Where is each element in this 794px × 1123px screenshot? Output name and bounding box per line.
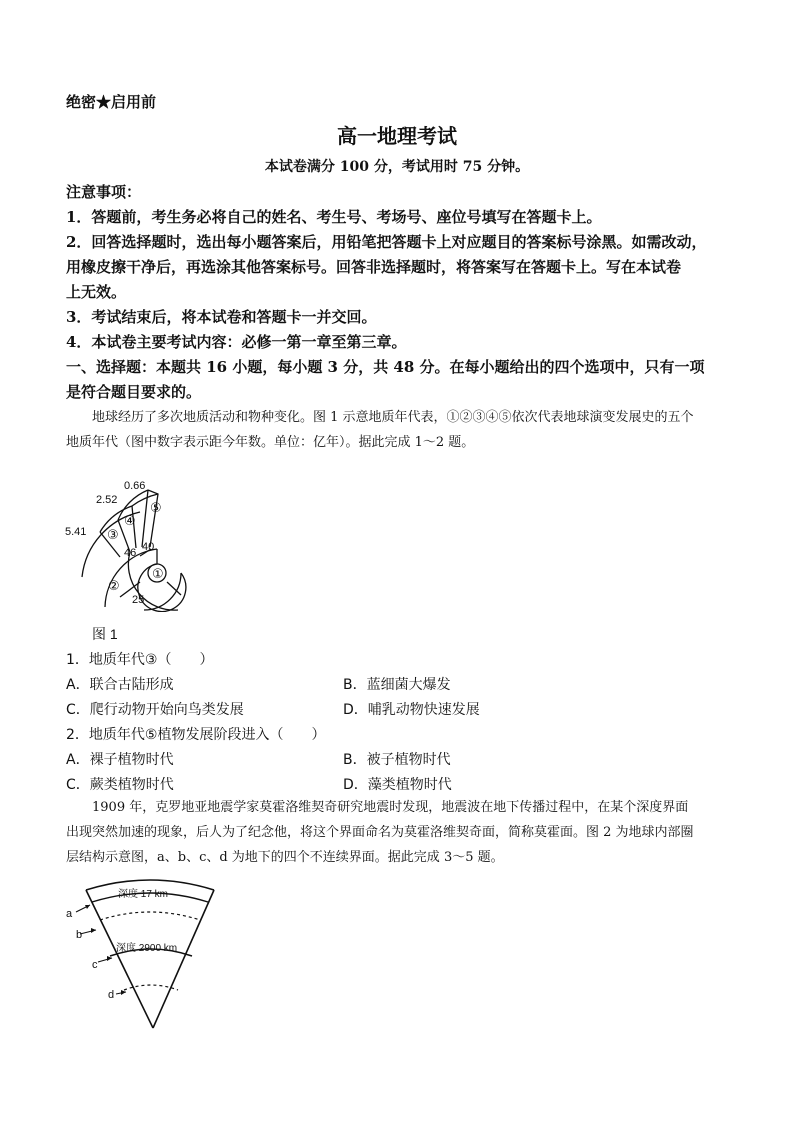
interface-d-label: d <box>108 989 115 1001</box>
q1-option-a[interactable]: A．联合古陆形成 <box>66 677 174 693</box>
section-heading: 一、选择题：本题共 16 小题，每小题 3 分，共 48 分。在每小题给出的四个选项中，只有一项 <box>66 358 705 376</box>
interface-a-label: a <box>66 908 73 920</box>
q1-option-d[interactable]: D．哺乳动物快速发展 <box>343 702 480 718</box>
question-2-stem: 2．地质年代⑤植物发展阶段进入（ ） <box>66 727 326 743</box>
q1-option-c[interactable]: C．爬行动物开始向鸟类发展 <box>66 702 244 718</box>
question-1-stem: 1．地质年代③（ ） <box>66 652 214 668</box>
earth-interior-diagram <box>62 872 232 1032</box>
note-line: 2．回答选择题时，选出每小题答案后，用铅笔把答题卡上对应题目的答案标号涂黑。如需改动， <box>66 233 707 251</box>
era-3-label: ③ <box>107 527 119 542</box>
geologic-time-diagram <box>60 472 190 612</box>
figure1-caption: 图 1 <box>92 626 118 642</box>
note-line: 4．本试卷主要考试内容：必修一第一章至第三章。 <box>66 333 407 351</box>
label-40: 40 <box>142 541 155 553</box>
depth-2900km-label: 深度 2900 km <box>116 943 178 954</box>
interface-b-label: b <box>76 929 83 941</box>
confidential-label: 绝密★启用前 <box>66 93 157 111</box>
q2-option-b[interactable]: B．被子植物时代 <box>343 752 451 768</box>
q2-option-d[interactable]: D．藻类植物时代 <box>343 777 452 793</box>
label-5-41: 5.41 <box>65 526 87 538</box>
passage-line: 层结构示意图，a、b、c、d 为地下的四个不连续界面。据此完成 3～5 题。 <box>66 850 504 865</box>
label-25: 25 <box>132 594 145 606</box>
passage-line: 1909 年，克罗地亚地震学家莫霍洛维契奇研究地震时发现，地震波在地下传播过程中，在某个深度界面 <box>92 800 689 815</box>
exam-title: 高一地理考试 <box>337 124 457 148</box>
label-2-52: 2.52 <box>96 494 118 506</box>
q2-option-c[interactable]: C．蕨类植物时代 <box>66 777 174 793</box>
label-0-66: 0.66 <box>124 480 146 492</box>
interface-b <box>100 912 200 920</box>
section-heading-cont: 是符合题目要求的。 <box>66 383 202 401</box>
passage-line: 地球经历了多次地质活动和物种变化。图 1 示意地质年代表，①②③④⑤依次代表地球演变发展史的五个 <box>92 410 694 425</box>
q2-option-a[interactable]: A．裸子植物时代 <box>66 752 174 768</box>
label-46: 46 <box>124 547 137 559</box>
era-5-label: ⑤ <box>150 500 162 515</box>
interface-c-label: c <box>92 959 98 971</box>
passage-line: 地质年代（图中数字表示距今年数。单位：亿年）。据此完成 1～2 题。 <box>66 435 475 450</box>
note-line: 1．答题前，考生务必将自己的姓名、考生号、考场号、座位号填写在答题卡上。 <box>66 208 602 226</box>
note-line: 上无效。 <box>66 283 127 301</box>
era-1-label: ① <box>152 566 164 581</box>
passage-line: 出现突然加速的现象，后人为了纪念他，将这个界面命名为莫霍洛维契奇面，简称莫霍面。图 2 为地球内部圈 <box>66 825 694 840</box>
notes-heading: 注意事项： <box>66 183 142 201</box>
era-2-label: ② <box>108 578 120 593</box>
note-line: 3．考试结束后，将本试卷和答题卡一并交回。 <box>66 308 377 326</box>
note-line: 用橡皮擦干净后，再选涂其他答案标号。回答非选择题时，将答案写在答题卡上。写在本试卷 <box>66 258 682 276</box>
depth-17km-label: 深度 17 km <box>118 889 169 900</box>
era-4-label: ④ <box>124 513 136 528</box>
q1-option-b[interactable]: B．蓝细菌大爆发 <box>343 677 451 693</box>
exam-subtitle: 本试卷满分 100 分，考试用时 75 分钟。 <box>264 159 530 175</box>
